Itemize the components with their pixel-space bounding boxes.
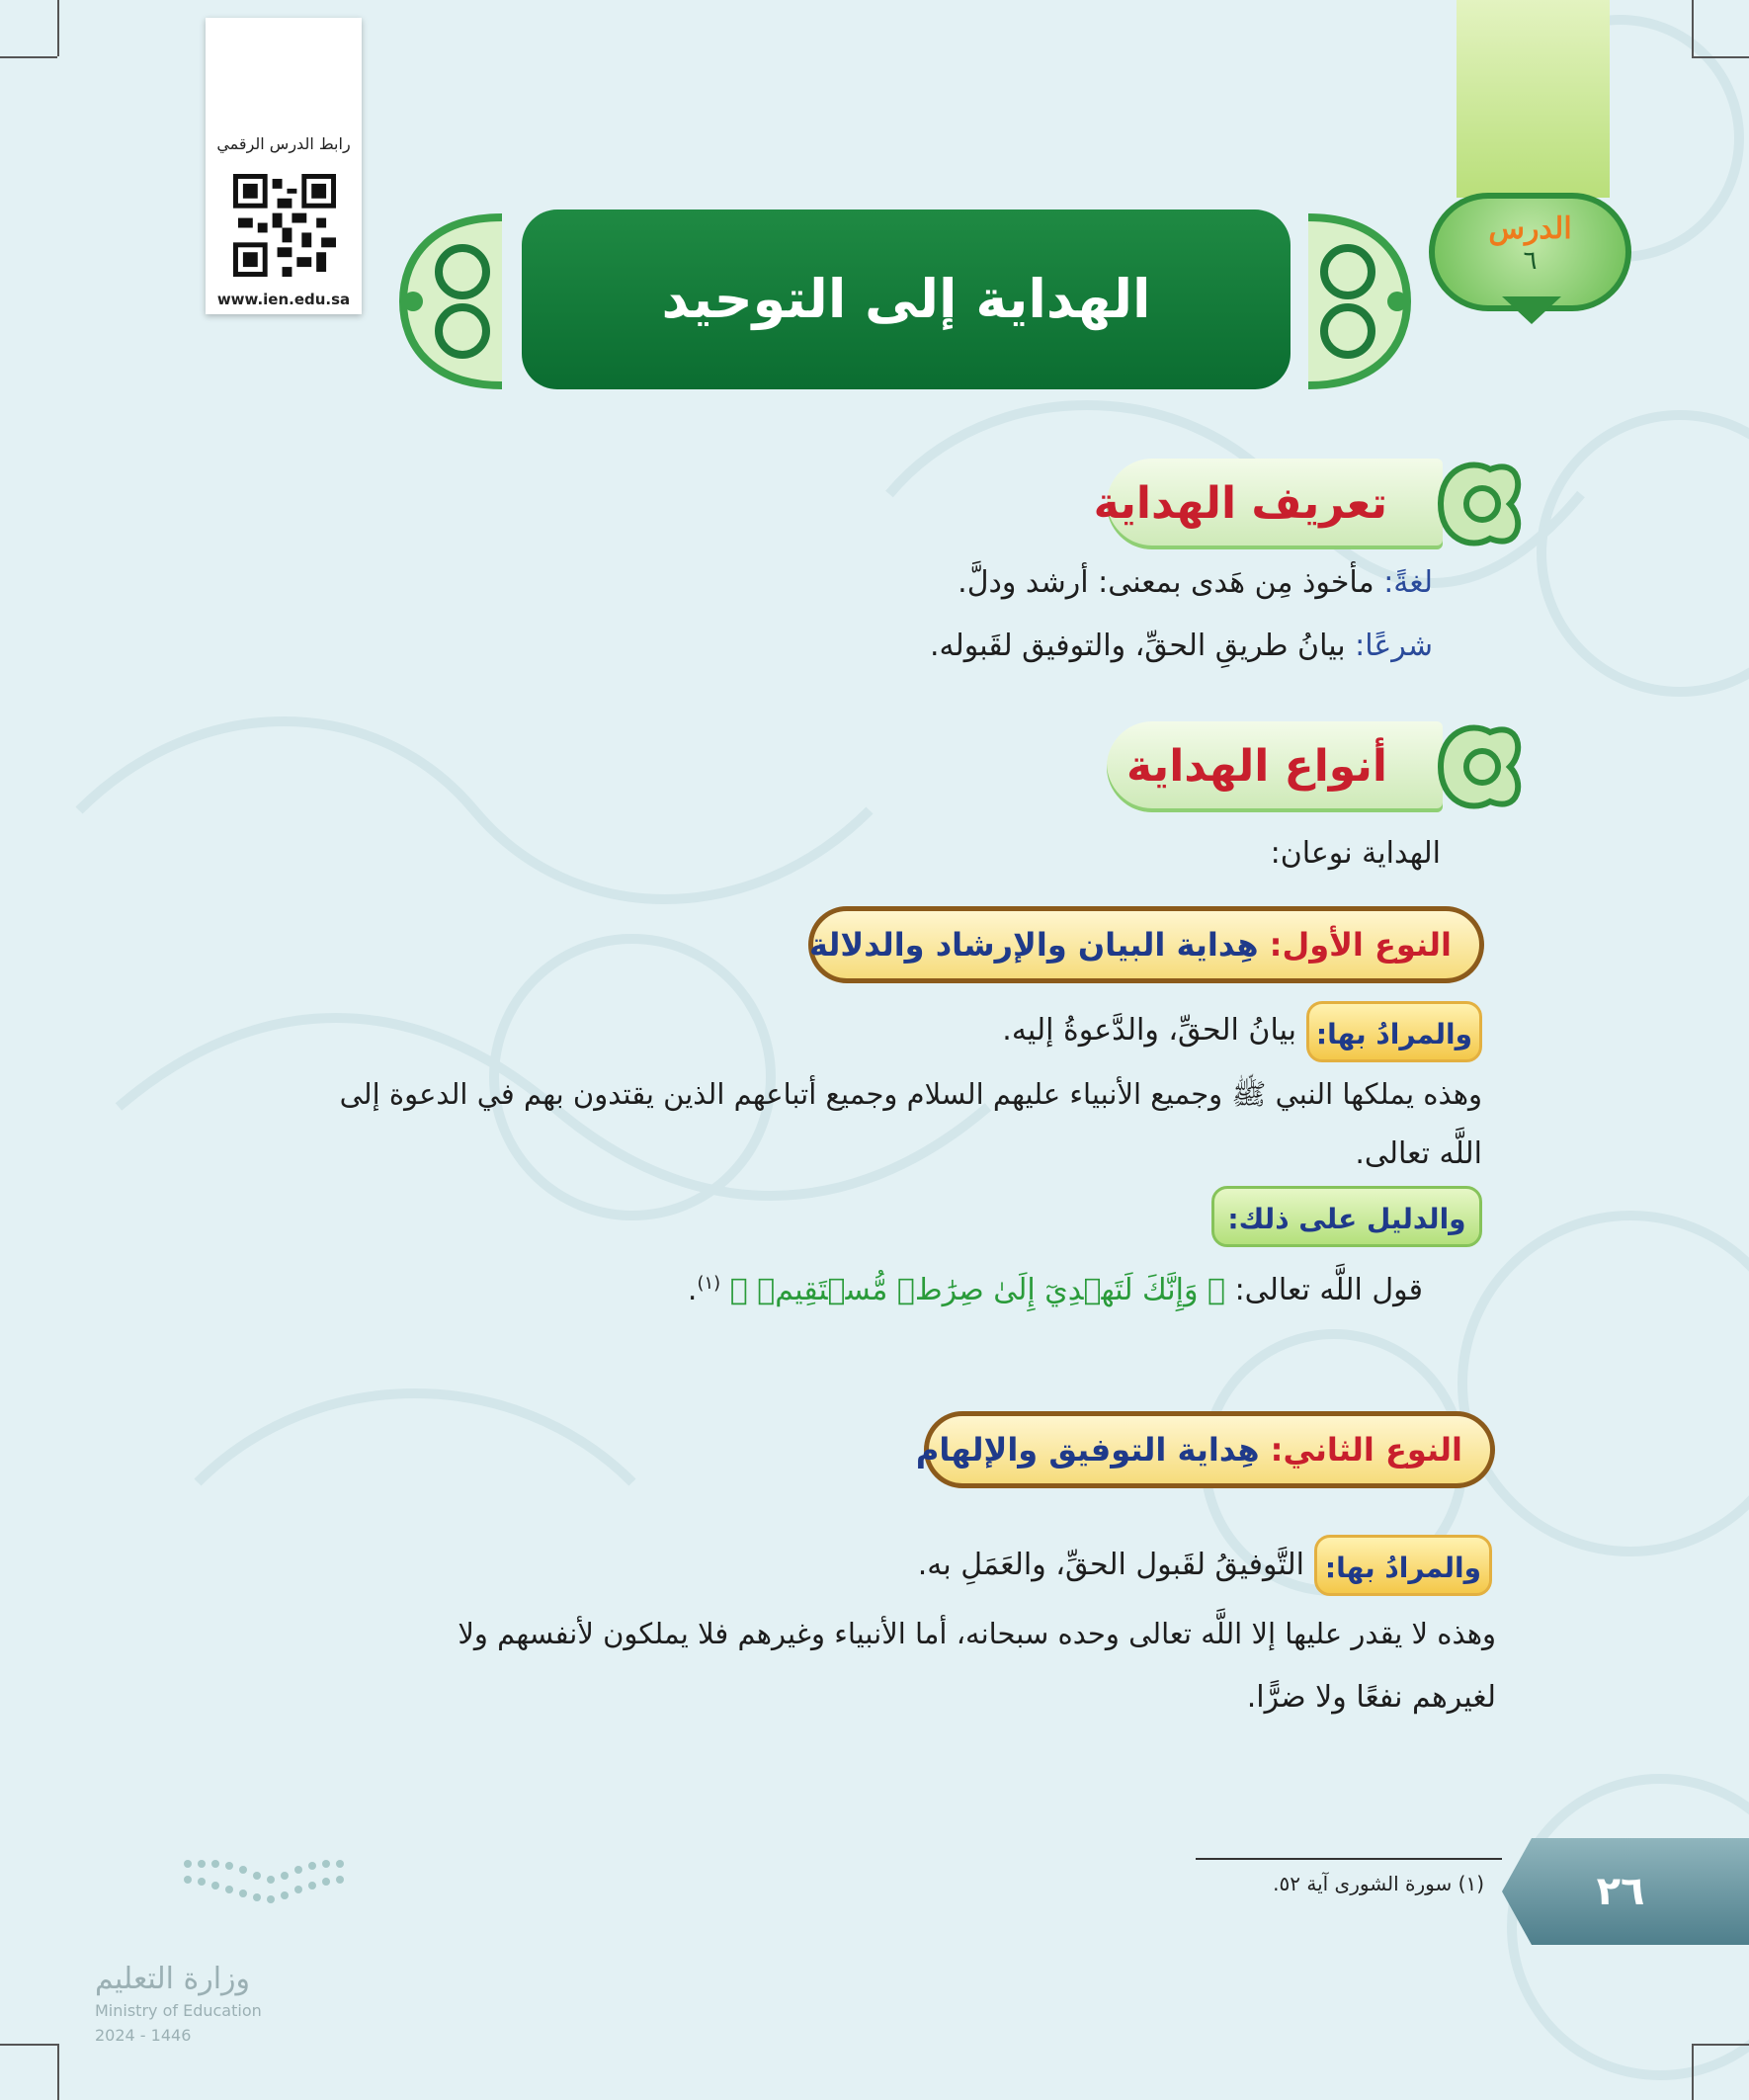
footnote-rule xyxy=(1196,1858,1502,1860)
definition-lexical-text: مأخوذ مِن هَدى بمعنى: أرشد ودلَّ. xyxy=(958,565,1384,600)
qr-card[interactable] xyxy=(206,18,362,314)
definition-sharia-text: بيانُ طريقِ الحقِّ، والتوفيق لقَبوله. xyxy=(930,629,1356,663)
types-heading: أنواع الهداية xyxy=(1126,741,1387,792)
evidence-prefix: قول اللَّه تعالى: xyxy=(1234,1273,1423,1307)
type1-bar xyxy=(808,906,1484,983)
type1-title xyxy=(809,911,1452,978)
crop-mark xyxy=(1692,0,1694,56)
lesson-label: الدرس xyxy=(1488,211,1572,246)
definition-heading: تعريف الهداية xyxy=(1093,478,1387,529)
crop-mark xyxy=(57,0,59,56)
ministry-name-ar: وزارة التعليم xyxy=(95,1962,251,1996)
term-lexical: لغةً: xyxy=(1383,565,1433,600)
type2-line2: لغيرهم نفعًا ولا ضرًّا. xyxy=(1246,1680,1496,1715)
lesson-badge xyxy=(1429,193,1631,311)
type1-label: النوع الأول: xyxy=(1269,926,1452,964)
type2-line1: وهذه لا يقدر عليها إلا اللَّه تعالى وحده سبحانه، أما الأنبياء وغيرهم فلا يملكون لأنفسهم ولا xyxy=(458,1617,1496,1650)
section-heading-definition xyxy=(1093,459,1443,549)
title-ornament-left-icon xyxy=(393,198,522,405)
quran-verse: ﴿ وَإِنَّكَ لَتَهۡدِيٓ إِلَىٰ صِرَٰطٖ مُّسۡتَقِيمٖ ﴾ xyxy=(729,1273,1226,1307)
definition-line-sharia xyxy=(930,629,1433,663)
arabesque-icon xyxy=(1431,713,1530,821)
ministry-year: 2024 - 1446 xyxy=(95,2026,192,2045)
footnote: (١) سورة الشورى آية ٥٢. xyxy=(1273,1872,1484,1895)
type1-evidence-line xyxy=(688,1273,1423,1307)
qr-label: رابط الدرس الرقمي xyxy=(216,134,351,153)
type1-line2: اللَّه تعالى. xyxy=(1355,1136,1482,1171)
type1-meaning-tag: والمرادُ بها: xyxy=(1306,1001,1482,1062)
footnote-ref: (١) xyxy=(697,1273,721,1294)
crop-mark xyxy=(0,56,57,58)
qr-code-icon[interactable] xyxy=(233,166,336,285)
ministry-logo-icon xyxy=(178,1854,356,1913)
page-number: ٢٦ xyxy=(1596,1869,1645,1914)
title-ornament-right-icon xyxy=(1289,198,1417,405)
verse-end: . xyxy=(687,1273,698,1307)
qr-url[interactable]: www.ien.edu.sa xyxy=(216,291,351,308)
term-sharia: شرعًا: xyxy=(1355,629,1433,663)
type2-name: هِداية التوفيق والإلهام xyxy=(915,1431,1260,1469)
type2-meaning-tag: والمرادُ بها: xyxy=(1314,1535,1492,1596)
type2-bar xyxy=(915,1411,1495,1488)
type1-evidence-tag: والدليل على ذلك: xyxy=(1211,1186,1482,1247)
crop-mark xyxy=(57,2044,59,2100)
type2-label: النوع الثاني: xyxy=(1270,1431,1462,1469)
crop-mark xyxy=(1692,56,1749,58)
arabesque-icon xyxy=(1431,450,1530,558)
section-heading-types xyxy=(1107,721,1443,812)
lesson-badge-tip xyxy=(1502,296,1561,326)
crop-mark xyxy=(0,2044,57,2046)
page-title: الهداية إلى التوحيد xyxy=(661,268,1151,330)
definition-line-lexical xyxy=(958,565,1433,600)
type2-title xyxy=(916,1416,1462,1483)
lesson-number: ٦ xyxy=(1523,246,1538,276)
types-intro: الهداية نوعان: xyxy=(1270,836,1441,871)
type1-line1: وهذه يملكها النبي ﷺ وجميع الأنبياء عليهم السلام وجميع أتباعهم الذين يقتدون بهم في الدعوة إلى xyxy=(339,1077,1482,1111)
ministry-name-en: Ministry of Education xyxy=(95,2001,262,2020)
lesson-strip xyxy=(1457,0,1610,198)
type1-name: هِداية البيان والإرشاد والدلالة xyxy=(808,926,1259,964)
type1-meaning: بيانُ الحقِّ، والدَّعوةُ إليه. xyxy=(1002,1013,1296,1048)
crop-mark xyxy=(1692,2044,1694,2100)
crop-mark xyxy=(1692,2044,1749,2046)
type2-meaning: التَّوفيقُ لقَبول الحقِّ، والعَمَلِ به. xyxy=(917,1548,1304,1582)
title-box xyxy=(522,210,1291,389)
